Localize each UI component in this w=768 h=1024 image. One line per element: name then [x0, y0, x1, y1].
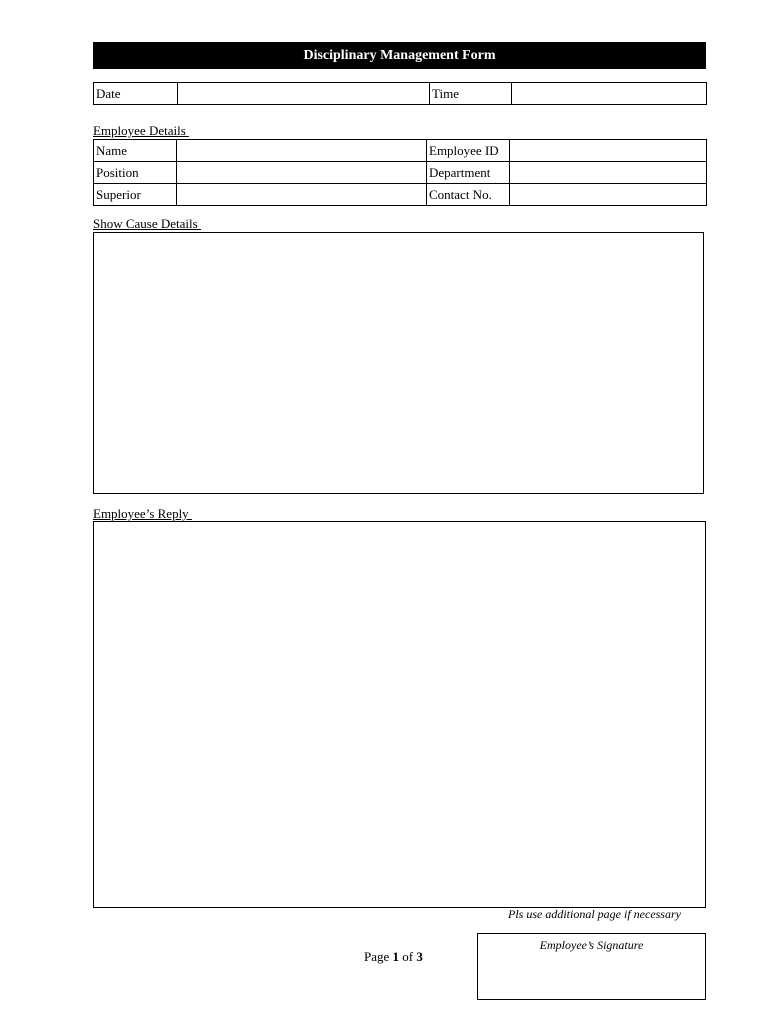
- position-field[interactable]: [177, 162, 427, 184]
- date-label: Date: [94, 83, 178, 105]
- name-field[interactable]: [177, 140, 427, 162]
- show-cause-heading: Show Cause Details: [93, 216, 201, 231]
- position-label: Position: [94, 162, 177, 184]
- employee-id-label: Employee ID: [427, 140, 510, 162]
- superior-label: Superior: [94, 184, 177, 206]
- superior-field[interactable]: [177, 184, 427, 206]
- page-of: of: [399, 949, 417, 964]
- form-title: Disciplinary Management Form: [93, 42, 706, 69]
- time-field[interactable]: [512, 83, 707, 105]
- page-current: 1: [392, 949, 400, 964]
- name-label: Name: [94, 140, 177, 162]
- additional-page-note: Pls use additional page if necessary: [508, 907, 681, 921]
- date-field[interactable]: [178, 83, 430, 105]
- employee-details-table: [93, 139, 707, 206]
- signature-box[interactable]: [477, 933, 706, 1000]
- employee-reply-text-area[interactable]: [93, 521, 706, 908]
- employee-details-heading: Employee Details: [93, 123, 190, 138]
- department-field[interactable]: [510, 162, 707, 184]
- date-time-table: [93, 82, 707, 105]
- page-prefix: Page: [364, 949, 393, 964]
- employee-id-field[interactable]: [510, 140, 707, 162]
- page-total: 3: [416, 949, 423, 964]
- contact-no-label: Contact No.: [427, 184, 510, 206]
- department-label: Department: [427, 162, 510, 184]
- show-cause-text-area[interactable]: [93, 232, 704, 494]
- employee-reply-heading: Employee’s Reply: [93, 506, 192, 521]
- contact-no-field[interactable]: [510, 184, 707, 206]
- signature-label: Employee’s Signature: [539, 938, 644, 952]
- time-label: Time: [430, 83, 512, 105]
- page-number: [364, 949, 423, 965]
